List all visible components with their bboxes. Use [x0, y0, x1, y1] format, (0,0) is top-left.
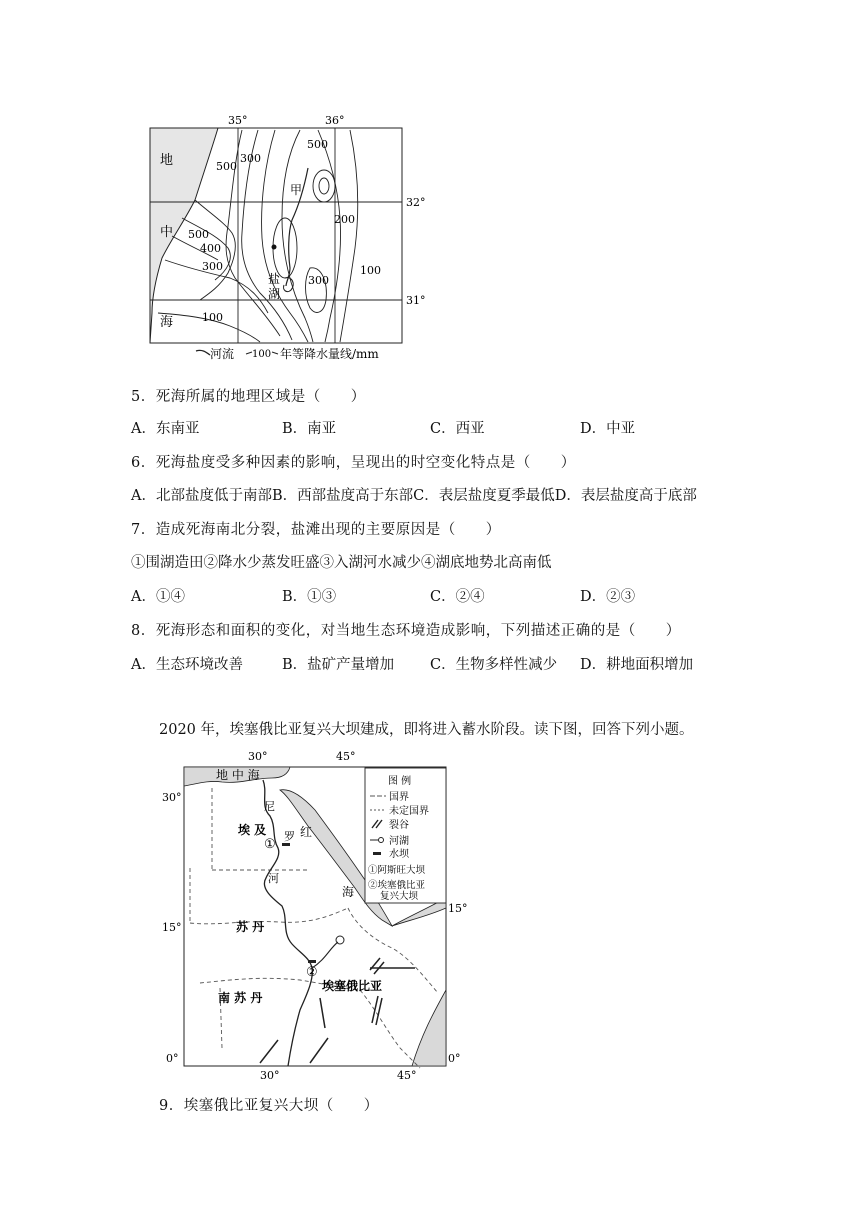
lat-left-15: 15° — [162, 921, 182, 934]
question-6-stem: 6．死海盐度受多种因素的影响，呈现出的时空变化特点是（ ） — [131, 455, 576, 471]
isohyet-label: 400 — [200, 242, 221, 255]
sea-label-red-2: 海 — [342, 885, 355, 899]
lat-label-31: 31° — [406, 294, 426, 307]
q5-option-c[interactable]: C．西亚 — [430, 421, 485, 437]
q7-option-a[interactable]: A．①④ — [131, 589, 185, 605]
lake-label-2: 湖 — [268, 287, 281, 301]
lon-top-30: 30° — [248, 750, 268, 763]
isohyet-label: 100 — [202, 311, 223, 324]
isohyet-label: 500 — [188, 228, 209, 241]
aswan-dam-icon — [282, 843, 290, 846]
sea-label-med: 地 中 海 — [216, 768, 260, 782]
legend-title: 图 例 — [388, 776, 412, 787]
dam-marker-1: ① — [264, 837, 276, 852]
legend-dam-1: ①阿斯旺大坝 — [368, 865, 426, 876]
question-5-stem: 5．死海所属的地理区域是（ ） — [131, 389, 366, 405]
country-south-sudan: 南 苏 丹 — [218, 991, 263, 1005]
place-label-jia: 甲 — [290, 183, 303, 197]
q6-options[interactable]: A．北部盐度低于南部B．西部盐度高于东部C．表层盐度夏季最低D．表层盐度高于底部 — [131, 488, 697, 504]
q7-conditions: ①围湖造田②降水少蒸发旺盛③入湖河水减少④湖底地势北高南低 — [131, 555, 552, 571]
question-7-stem: 7．造成死海南北分裂，盐滩出现的主要原因是（ ） — [131, 522, 501, 538]
q7-option-c[interactable]: C．②④ — [430, 589, 485, 605]
nile-basin-map — [160, 748, 480, 1084]
gerd-dam-icon — [308, 960, 316, 963]
isohyet-label: 300 — [240, 152, 261, 165]
q8-option-b[interactable]: B．盐矿产量增加 — [282, 657, 395, 673]
country-egypt: 埃 及 — [238, 823, 267, 837]
q5-option-b[interactable]: B．南亚 — [282, 421, 337, 437]
lon-label-35: 35° — [228, 114, 248, 127]
dam-marker-2: ② — [306, 965, 318, 980]
legend-dam-2-line1: ②埃塞俄比亚 — [368, 880, 426, 891]
nile-label-3: 河 — [268, 872, 279, 885]
lon-label-36: 36° — [325, 114, 345, 127]
legend-isohyet-value: 100 — [252, 349, 272, 360]
sea-label-1: 地 — [160, 153, 174, 168]
q7-option-b[interactable]: B．①③ — [282, 589, 337, 605]
q5-option-a[interactable]: A．东南亚 — [131, 421, 200, 437]
legend-dam: 水坝 — [389, 849, 409, 860]
legend-undetermined-border: 未定国界 — [389, 806, 429, 817]
legend-dam-2-line2: 复兴大坝 — [380, 891, 419, 902]
legend-river: 河流 — [210, 347, 235, 361]
dead-sea-isohyet-map — [140, 108, 440, 363]
lat-left-30: 30° — [162, 791, 182, 804]
isohyet-label: 100 — [360, 264, 381, 277]
lake-label-1: 盐 — [268, 272, 281, 286]
q8-option-c[interactable]: C．生物多样性减少 — [430, 657, 558, 673]
nile-label-2: 罗 — [284, 830, 295, 843]
q7-option-d[interactable]: D．②③ — [580, 589, 636, 605]
lat-right-0: 0° — [448, 1052, 461, 1065]
sea-label-3: 海 — [160, 315, 174, 330]
isohyet-label: 300 — [202, 260, 223, 273]
sea-label-2: 中 — [160, 225, 174, 240]
lat-left-0: 0° — [166, 1052, 179, 1065]
isohyet-label: 500 — [307, 138, 328, 151]
isohyet-label: 200 — [334, 213, 355, 226]
lat-right-15: 15° — [448, 902, 468, 915]
question-8-stem: 8．死海形态和面积的变化，对当地生态环境造成影响，下列描述正确的是（ ） — [131, 623, 681, 639]
q8-option-d[interactable]: D．耕地面积增加 — [580, 657, 694, 673]
country-ethiopia: 埃塞俄比亚 — [322, 979, 383, 993]
q5-option-d[interactable]: D．中亚 — [580, 421, 636, 437]
lon-bottom-30: 30° — [260, 1069, 280, 1082]
nile-label-1: 尼 — [264, 800, 275, 813]
lon-top-45: 45° — [336, 750, 356, 763]
lat-label-32: 32° — [406, 196, 426, 209]
isohyet-label: 300 — [308, 274, 329, 287]
question-9-stem: 9．埃塞俄比亚复兴大坝（ ） — [159, 1098, 379, 1114]
sea-label-red-1: 红 — [300, 825, 313, 839]
isohyet-label: 500 — [216, 160, 237, 173]
dead-sea-dot — [272, 245, 277, 250]
river-legend-icon — [196, 350, 210, 355]
country-sudan: 苏 丹 — [236, 920, 265, 934]
legend-river-lake: 河湖 — [389, 836, 409, 847]
legend-rift: 裂谷 — [389, 820, 409, 831]
lon-bottom-45: 45° — [397, 1069, 417, 1082]
legend-isohyet: 年等降水量线/mm — [280, 347, 379, 361]
q8-option-a[interactable]: A．生态环境改善 — [131, 657, 243, 673]
legend-border: 国界 — [389, 792, 409, 803]
section-intro: 2020 年，埃塞俄比亚复兴大坝建成，即将进入蓄水阶段。读下图，回答下列小题。 — [159, 722, 694, 738]
